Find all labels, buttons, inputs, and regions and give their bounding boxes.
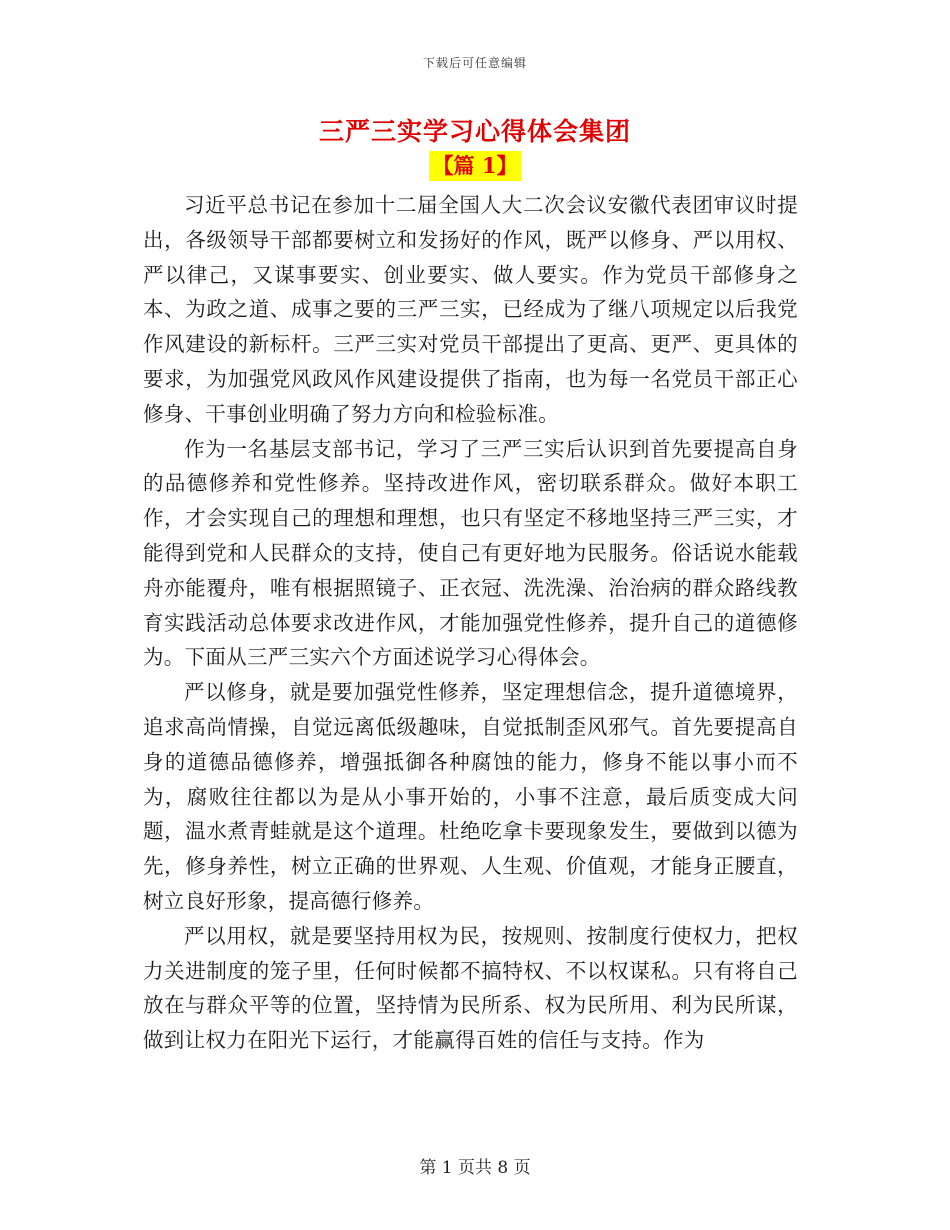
section-label-wrapper xyxy=(0,151,950,181)
paragraph-2: 作为一名基层支部书记，学习了三严三实后认识到首先要提高自身的品德修养和党性修养。坚持改进作风，密切联系群众。做好本职工作，才会实现自己的理想和理想，也只有坚定不移地坚持三严三实，才能得到党和人民群众的支持，使自己有更好地为民服务。俗话说水能载舟亦能覆舟，唯有根据照镜子、正衣冠、洗洗澡、治治病的群众路线教育实践活动总体要求改进作风，才能加强党性修养，提升自己的道德修为。下面从三严三实六个方面述说学习心得体会。 xyxy=(143,436,798,670)
paragraph-3: 严以修身，就是要加强党性修养，坚定理想信念，提升道德境界，追求高尚情操，自觉远离低级趣味，自觉抵制歪风邪气。首先要提高自身的道德品德修养，增强抵御各种腐蚀的能力，修身不能以事小而不为，腐败往往都以为是从小事开始的，小事不注意，最后质变成大问题，温水煮青蛙就是这个道理。杜绝吃拿卡要现象发生，要做到以德为先，修身养性，树立正确的世界观、人生观、价值观，才能身正腰直，树立良好形象，提高德行修养。 xyxy=(143,680,798,913)
paragraph-4: 严以用权，就是要坚持用权为民，按规则、按制度行使权力，把权力关进制度的笼子里，任何时候都不搞特权、不以权谋私。只有将自己放在与群众平等的位置，坚持情为民所系、权为民所用、利为民所谋，做到让权力在阳光下运行，才能赢得百姓的信任与支持。作为 xyxy=(143,923,798,1053)
document-title: 三严三实学习心得体会集团 xyxy=(318,117,631,146)
section-label: 【篇 1】 xyxy=(429,151,522,181)
header-note: 下载后可任意编辑 xyxy=(422,56,527,70)
paragraph-1: 习近平总书记在参加十二届全国人大二次会议安徽代表团审议时提出，各级领导干部都要树立和发扬好的作风，既严以修身、严以用权、严以律己，又谋事要实、创业要实、做人要实。作为党员干部修身之本、为政之道、成事之要的三严三实，已经成为了继八项规定以后我党作风建设的新标杆。三严三实对党员干部提出了更高、更严、更具体的要求，为加强党风政风作风建设提供了指南，也为每一名党员干部正心修身、干事创业明确了努力方向和检验标准。 xyxy=(143,193,798,426)
body-text xyxy=(143,188,798,1058)
page-footer: 第 1 页共 8 页 xyxy=(419,1158,531,1178)
